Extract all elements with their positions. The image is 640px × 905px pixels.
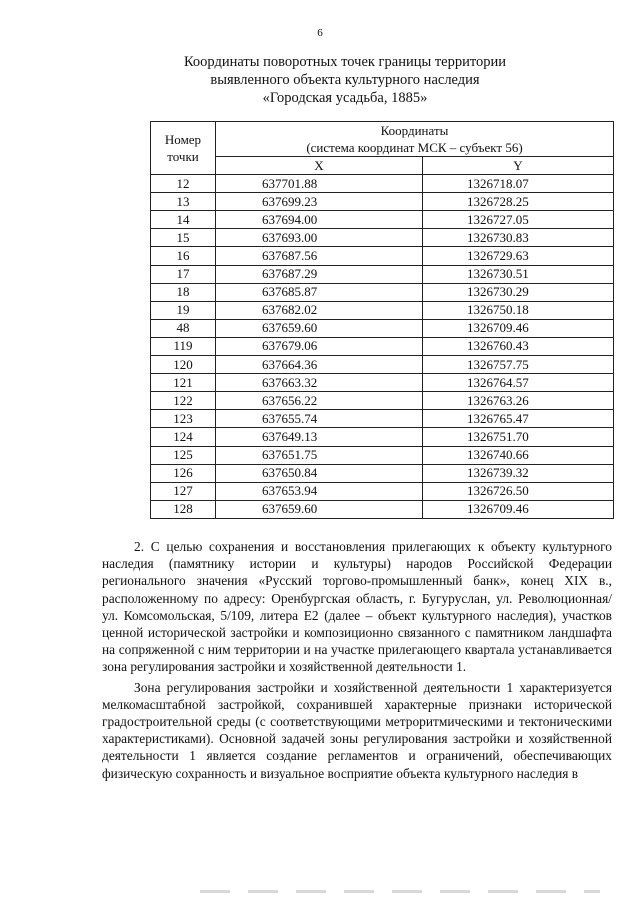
point-number-cell: 14 — [151, 211, 216, 229]
table-row — [151, 464, 614, 482]
point-number-cell: 119 — [151, 337, 216, 355]
coordinates-header — [216, 122, 614, 157]
paragraph-zone-description: Зона регулирования застройки и хозяйственной деятельности 1 характеризуется мелкомасштабной застройкой, сохранившей характерные признаки исторической градостроительной среды (с соответствующими метроритмическими и тектоническими характеристиками). Основной задачей зоны регулирования застройки и хозяйственной деятельности 1 является создание регламентов и ограничений, обеспечивающих физическую сохранность и визуальное восприятие объекта культурного наследия в — [102, 679, 612, 781]
paragraph-zone-establishment: 2. С целью сохранения и восстановления прилегающих к объекту культурного наследия (памятнику истории и культуры) народов Российской Федерации регионального значения «Русский торгово-промышленный банк», конец XIX в., расположенному по адресу: Оренбургская область, г. Бугуруслан, ул. Революционная/ ул. Комсомольская, 5/109, литера Е2 (далее – объект культурного наследия), участков ценной исторической застройки и композиционно связанного с памятником ландшафта на сопряженной с ним территории и на участке прилегающего квартала устанавливается зона регулирования застройки и хозяйственной деятельности 1. — [102, 539, 612, 675]
table-row — [151, 283, 614, 301]
x-coordinate-cell: 637685.87 — [216, 283, 423, 301]
x-coordinate-cell: 637655.74 — [216, 410, 423, 428]
y-coordinate-cell: 1326728.25 — [423, 193, 614, 211]
point-number-cell: 48 — [151, 319, 216, 337]
table-row — [151, 193, 614, 211]
table-row — [151, 175, 614, 193]
y-coordinate-cell: 1326709.46 — [423, 500, 614, 518]
x-coordinate-cell: 637659.60 — [216, 500, 423, 518]
y-coordinate-cell: 1326730.29 — [423, 283, 614, 301]
point-number-cell: 125 — [151, 446, 216, 464]
x-coordinate-cell: 637682.02 — [216, 301, 423, 319]
x-coordinate-cell: 637699.23 — [216, 193, 423, 211]
table-row — [151, 211, 614, 229]
point-number-cell: 121 — [151, 374, 216, 392]
point-number-cell: 16 — [151, 247, 216, 265]
x-coordinate-cell: 637649.13 — [216, 428, 423, 446]
y-coordinate-cell: 1326730.83 — [423, 229, 614, 247]
x-coordinate-cell: 637656.22 — [216, 392, 423, 410]
point-number-cell: 122 — [151, 392, 216, 410]
y-coordinate-cell: 1326739.32 — [423, 464, 614, 482]
point-number-cell: 127 — [151, 482, 216, 500]
table-row — [151, 337, 614, 355]
y-coordinate-cell: 1326726.50 — [423, 482, 614, 500]
table-row — [151, 428, 614, 446]
bottom-scan-artifact — [200, 890, 600, 893]
coordinates-header-line-2: (система координат МСК – субъект 56) — [306, 140, 523, 155]
x-column-header: X — [216, 157, 423, 175]
point-number-cell: 18 — [151, 283, 216, 301]
x-coordinate-cell: 637653.94 — [216, 482, 423, 500]
point-number-cell: 13 — [151, 193, 216, 211]
table-row — [151, 265, 614, 283]
y-coordinate-cell: 1326751.70 — [423, 428, 614, 446]
x-coordinate-cell: 637694.00 — [216, 211, 423, 229]
table-row — [151, 356, 614, 374]
x-coordinate-cell: 637664.36 — [216, 356, 423, 374]
y-coordinate-cell: 1326765.47 — [423, 410, 614, 428]
table-row — [151, 392, 614, 410]
document-title — [80, 53, 610, 107]
x-coordinate-cell: 637693.00 — [216, 229, 423, 247]
y-coordinate-cell: 1326709.46 — [423, 319, 614, 337]
coordinates-table-body — [151, 175, 614, 519]
y-coordinate-cell: 1326760.43 — [423, 337, 614, 355]
point-number-cell: 128 — [151, 500, 216, 518]
point-number-cell: 126 — [151, 464, 216, 482]
x-coordinate-cell: 637679.06 — [216, 337, 423, 355]
title-line-2: выявленного объекта культурного наследия — [210, 72, 480, 88]
y-coordinate-cell: 1326757.75 — [423, 356, 614, 374]
x-coordinate-cell: 637687.56 — [216, 247, 423, 265]
y-coordinate-cell: 1326750.18 — [423, 301, 614, 319]
title-line-3: «Городская усадьба, 1885» — [262, 90, 428, 106]
point-number-cell: 124 — [151, 428, 216, 446]
point-number-cell: 15 — [151, 229, 216, 247]
x-coordinate-cell: 637651.75 — [216, 446, 423, 464]
x-coordinate-cell: 637663.32 — [216, 374, 423, 392]
point-number-header-line-2: точки — [167, 149, 199, 165]
x-coordinate-cell: 637650.84 — [216, 464, 423, 482]
y-coordinate-cell: 1326763.26 — [423, 392, 614, 410]
y-coordinate-cell: 1326727.05 — [423, 211, 614, 229]
body-text — [102, 538, 612, 782]
point-number-cell: 12 — [151, 175, 216, 193]
coordinates-header-line-1: Координаты — [380, 123, 449, 138]
table-row — [151, 374, 614, 392]
point-number-cell: 17 — [151, 265, 216, 283]
y-coordinate-cell: 1326729.63 — [423, 247, 614, 265]
page-number: 6 — [317, 27, 323, 39]
y-column-header: Y — [423, 157, 614, 175]
y-coordinate-cell: 1326764.57 — [423, 374, 614, 392]
table-row — [151, 410, 614, 428]
table-row — [151, 482, 614, 500]
x-coordinate-cell: 637701.88 — [216, 175, 423, 193]
table-row — [151, 229, 614, 247]
point-number-header — [151, 122, 216, 175]
title-line-1: Координаты поворотных точек границы территории — [183, 54, 507, 70]
table-row — [151, 446, 614, 464]
table-row — [151, 319, 614, 337]
x-coordinate-cell: 637687.29 — [216, 265, 423, 283]
table-row — [151, 500, 614, 518]
y-coordinate-cell: 1326740.66 — [423, 446, 614, 464]
point-number-header-line-1: Номер — [164, 132, 202, 148]
point-number-cell: 19 — [151, 301, 216, 319]
table-row — [151, 247, 614, 265]
point-number-cell: 120 — [151, 356, 216, 374]
y-coordinate-cell: 1326730.51 — [423, 265, 614, 283]
y-coordinate-cell: 1326718.07 — [423, 175, 614, 193]
coordinates-table — [150, 121, 614, 519]
point-number-cell: 123 — [151, 410, 216, 428]
x-coordinate-cell: 637659.60 — [216, 319, 423, 337]
table-row — [151, 301, 614, 319]
